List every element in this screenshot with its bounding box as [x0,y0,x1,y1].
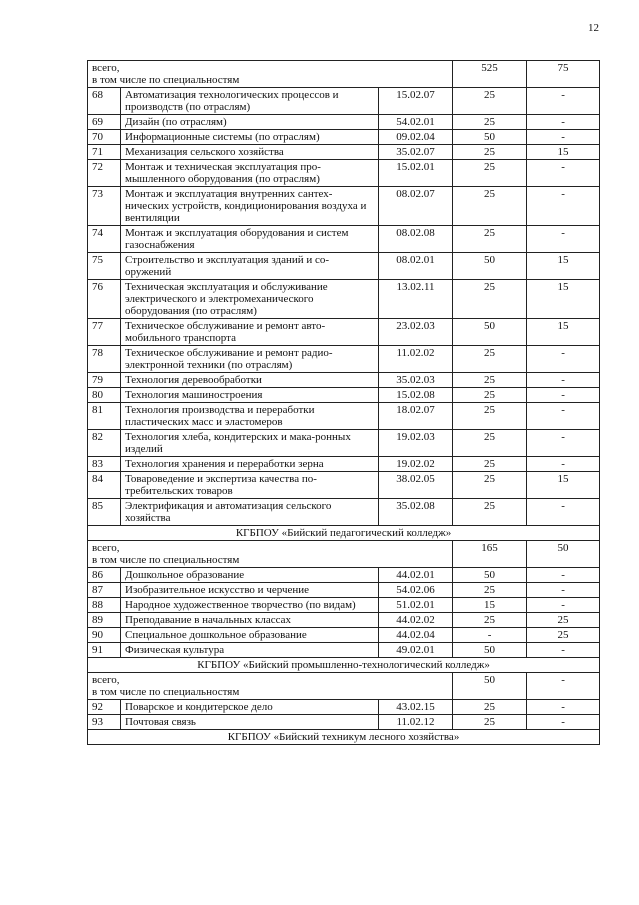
table-row [88,715,600,730]
budget-places: 25 [453,346,527,373]
specialty-name: Технология хлеба, кондитерских и мака-ронных изделий [121,430,379,457]
specialty-code: 11.02.02 [379,346,453,373]
total-extra: - [527,673,600,700]
table-row [88,568,600,583]
section-title: КГБПОУ «Бийский педагогический колледж» [88,526,600,541]
row-number: 89 [88,613,121,628]
specialty-name: Физическая культура [121,643,379,658]
specialty-name: Дошкольное образование [121,568,379,583]
specialty-code: 18.02.07 [379,403,453,430]
row-number: 69 [88,115,121,130]
extra-places: - [527,403,600,430]
budget-places: 25 [453,226,527,253]
row-number: 71 [88,145,121,160]
row-number: 79 [88,373,121,388]
row-number: 74 [88,226,121,253]
specialty-name: Технология деревообработки [121,373,379,388]
specialty-code: 43.02.15 [379,700,453,715]
specialty-name: Почтовая связь [121,715,379,730]
table-row [88,280,600,319]
total-row [88,541,600,568]
extra-places: - [527,598,600,613]
total-budget: 50 [453,673,527,700]
budget-places: 25 [453,472,527,499]
specialty-name: Технология машиностроения [121,388,379,403]
specialty-name: Строительство и эксплуатация зданий и со-оружений [121,253,379,280]
extra-places: 15 [527,253,600,280]
specialty-code: 51.02.01 [379,598,453,613]
specialty-name: Народное художественное творчество (по видам) [121,598,379,613]
row-number: 85 [88,499,121,526]
extra-places: 25 [527,613,600,628]
budget-places: 25 [453,88,527,115]
specialty-code: 44.02.01 [379,568,453,583]
total-label [88,61,453,88]
section-title: КГБПОУ «Бийский техникум лесного хозяйства» [88,730,600,745]
table-row [88,115,600,130]
table-row [88,226,600,253]
specialty-code: 08.02.01 [379,253,453,280]
row-number: 82 [88,430,121,457]
budget-places: 25 [453,388,527,403]
budget-places: 25 [453,499,527,526]
enrollment-table [87,60,600,745]
budget-places: 25 [453,403,527,430]
extra-places: - [527,160,600,187]
extra-places: - [527,430,600,457]
specialty-name: Специальное дошкольное образование [121,628,379,643]
specialty-name: Техническое обслуживание и ремонт радио-электронной техники (по отраслям) [121,346,379,373]
specialty-code: 23.02.03 [379,319,453,346]
total-label-line1: всего, [92,674,120,686]
extra-places: 15 [527,472,600,499]
specialty-name: Механизация сельского хозяйства [121,145,379,160]
extra-places: - [527,568,600,583]
total-label [88,541,453,568]
row-number: 90 [88,628,121,643]
section-title-row [88,658,600,673]
row-number: 76 [88,280,121,319]
specialty-name: Технология хранения и переработки зерна [121,457,379,472]
extra-places: 15 [527,319,600,346]
row-number: 81 [88,403,121,430]
row-number: 87 [88,583,121,598]
specialty-name: Автоматизация технологических процессов и производств (по отраслям) [121,88,379,115]
budget-places: 50 [453,130,527,145]
total-budget: 165 [453,541,527,568]
budget-places: 50 [453,568,527,583]
table-row [88,613,600,628]
total-label-line1: всего, [92,542,120,554]
extra-places: 15 [527,280,600,319]
extra-places: - [527,187,600,226]
total-label [88,673,453,700]
budget-places: 25 [453,457,527,472]
specialty-name: Преподавание в начальных классах [121,613,379,628]
extra-places: - [527,373,600,388]
section-title: КГБПОУ «Бийский промышленно-технологический колледж» [88,658,600,673]
budget-places: 25 [453,700,527,715]
table-row [88,160,600,187]
budget-places: 25 [453,430,527,457]
section-title-row [88,730,600,745]
budget-places: 25 [453,160,527,187]
specialty-name: Монтаж и эксплуатация внутренних сантех-нических устройств, кондиционирования воздуха и вентиляции [121,187,379,226]
row-number: 68 [88,88,121,115]
extra-places: - [527,88,600,115]
table-row [88,388,600,403]
specialty-code: 19.02.02 [379,457,453,472]
specialty-name: Товароведение и экспертиза качества по-требительских товаров [121,472,379,499]
row-number: 84 [88,472,121,499]
specialty-name: Монтаж и эксплуатация оборудования и систем газоснабжения [121,226,379,253]
table-row [88,253,600,280]
total-label-line2: в том числе по специальностям [92,554,240,566]
budget-places: 25 [453,583,527,598]
specialty-name: Техническая эксплуатация и обслуживание электрического и электромеханического оборудования (по отраслям) [121,280,379,319]
table-row [88,130,600,145]
budget-places: 25 [453,613,527,628]
specialty-code: 09.02.04 [379,130,453,145]
row-number: 88 [88,598,121,613]
total-label-line2: в том числе по специальностям [92,686,240,698]
specialty-name: Монтаж и техническая эксплуатация про-мышленного оборудования (по отраслям) [121,160,379,187]
extra-places: - [527,583,600,598]
table-row [88,430,600,457]
budget-places: 25 [453,145,527,160]
budget-places: 50 [453,319,527,346]
table-row [88,628,600,643]
row-number: 93 [88,715,121,730]
specialty-name: Изобразительное искусство и черчение [121,583,379,598]
table-row [88,319,600,346]
table-row [88,373,600,388]
total-label-line1: всего, [92,62,120,74]
extra-places: - [527,226,600,253]
extra-places: 25 [527,628,600,643]
row-number: 78 [88,346,121,373]
specialty-name: Информационные системы (по отраслям) [121,130,379,145]
specialty-code: 54.02.01 [379,115,453,130]
table-row [88,598,600,613]
extra-places: - [527,130,600,145]
total-budget: 525 [453,61,527,88]
row-number: 73 [88,187,121,226]
row-number: 86 [88,568,121,583]
budget-places: 25 [453,373,527,388]
extra-places: - [527,346,600,373]
specialty-code: 54.02.06 [379,583,453,598]
budget-places: 25 [453,115,527,130]
specialty-name: Техническое обслуживание и ремонт авто-мобильного транспорта [121,319,379,346]
table-row [88,472,600,499]
specialty-code: 38.02.05 [379,472,453,499]
extra-places: - [527,115,600,130]
specialty-code: 11.02.12 [379,715,453,730]
specialty-code: 44.02.04 [379,628,453,643]
specialty-code: 08.02.08 [379,226,453,253]
budget-places: 50 [453,643,527,658]
page-number: 12 [588,22,599,34]
table-row [88,145,600,160]
row-number: 83 [88,457,121,472]
table-row [88,403,600,430]
row-number: 70 [88,130,121,145]
total-extra: 50 [527,541,600,568]
specialty-name: Поварское и кондитерское дело [121,700,379,715]
table-row [88,457,600,472]
row-number: 75 [88,253,121,280]
budget-places: 25 [453,187,527,226]
table-row [88,187,600,226]
budget-places: - [453,628,527,643]
extra-places: - [527,700,600,715]
budget-places: 25 [453,280,527,319]
specialty-code: 49.02.01 [379,643,453,658]
budget-places: 15 [453,598,527,613]
table-row [88,499,600,526]
specialty-code: 08.02.07 [379,187,453,226]
specialty-code: 44.02.02 [379,613,453,628]
row-number: 77 [88,319,121,346]
extra-places: - [527,715,600,730]
extra-places: - [527,457,600,472]
budget-places: 50 [453,253,527,280]
extra-places: - [527,499,600,526]
specialty-code: 13.02.11 [379,280,453,319]
table-row [88,643,600,658]
section-title-row [88,526,600,541]
specialty-code: 15.02.08 [379,388,453,403]
total-label-line2: в том числе по специальностям [92,74,240,86]
budget-places: 25 [453,715,527,730]
specialty-code: 15.02.07 [379,88,453,115]
table-row [88,700,600,715]
extra-places: 15 [527,145,600,160]
row-number: 72 [88,160,121,187]
specialty-name: Электрификация и автоматизация сельского хозяйства [121,499,379,526]
specialty-code: 35.02.03 [379,373,453,388]
row-number: 92 [88,700,121,715]
specialty-code: 19.02.03 [379,430,453,457]
specialty-code: 35.02.08 [379,499,453,526]
extra-places: - [527,643,600,658]
total-extra: 75 [527,61,600,88]
total-row [88,673,600,700]
specialty-code: 15.02.01 [379,160,453,187]
specialty-name: Дизайн (по отраслям) [121,115,379,130]
table-row [88,88,600,115]
specialty-name: Технология производства и переработки пластических масс и эластомеров [121,403,379,430]
row-number: 80 [88,388,121,403]
extra-places: - [527,388,600,403]
total-row [88,61,600,88]
table-row [88,583,600,598]
table-row [88,346,600,373]
row-number: 91 [88,643,121,658]
specialty-code: 35.02.07 [379,145,453,160]
